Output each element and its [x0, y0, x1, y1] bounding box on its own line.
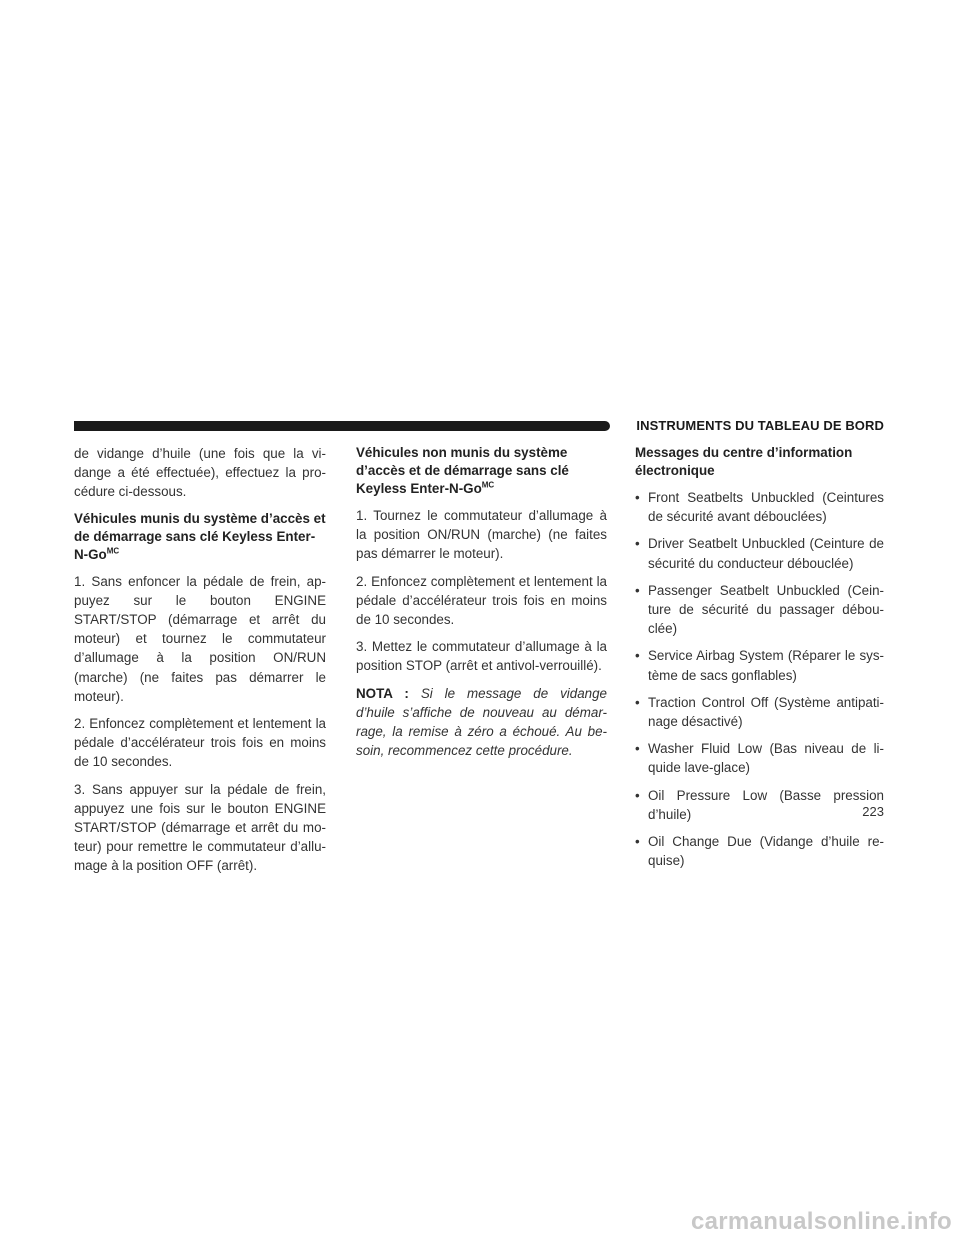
list-item: [635, 739, 884, 777]
step-1: 1. Sans enfoncer la pédale de frein, ap-puyez sur le bouton ENGINE START/STOP (démarrage et arrêt du moteur) et tournez le commutateur d’allumage à la position ON/RUN (marche) (ne faites pas démarrer le moteur).: [74, 573, 326, 704]
note-label: NOTA :: [356, 685, 409, 701]
list-item-text: Washer Fluid Low (Bas niveau de li-quide lave-glace): [648, 741, 884, 776]
list-item: [635, 693, 884, 731]
bullet-icon: •: [635, 648, 640, 664]
step-3: 3. Sans appuyer sur la pédale de frein, appuyez une fois sur le bouton ENGINE START/STOP (démarrage et arrêt du mo-teur) pour remettre le commutateur d’allu-mage à la position OFF (arrêt).: [74, 781, 326, 874]
step-2: 2. Enfoncez complètement et lentement la pédale d’accélérateur trois fois en moins de 10 secondes.: [74, 716, 326, 770]
list-item: [635, 534, 884, 572]
heading-text: Véhicules non munis du système d’accès et de démarrage sans clé Keyless Enter-N-Go: [356, 445, 569, 496]
note-text: Si le message de vidange d’huile s’affiche de nouveau au démar-rage, la remise à zéro a échoué. Au be-soin, recommencez cette procédure.: [356, 685, 607, 759]
bullet-icon: •: [635, 582, 640, 598]
bullet-icon: •: [635, 536, 640, 552]
intro-paragraph: de vidange d’huile (une fois que la vi-dange a été effectuée), effectuez la pro-cédure ci-dessous.: [74, 446, 326, 500]
heading-superscript: MC: [106, 546, 120, 556]
heading-evic-messages: Messages du centre d’information électronique: [635, 445, 853, 478]
heading-text: Véhicules munis du système d’accès et de démarrage sans clé Keyless Enter-N-Go: [74, 510, 326, 562]
step-2: 2. Enfoncez complètement et lentement la pédale d’accélérateur trois fois en moins de 10 secondes.: [356, 573, 607, 628]
heading-keyless-equipped: [74, 510, 326, 564]
bullet-icon: •: [635, 787, 640, 803]
list-item-text: Traction Control Off (Système antipati-nage désactivé): [648, 694, 884, 730]
list-item-text: Driver Seatbelt Unbuckled (Ceinture de sécurité du conducteur débouclée): [648, 536, 884, 571]
bullet-icon: •: [635, 834, 640, 850]
list-item-text: Service Airbag System (Réparer le sys-tème de sacs gonflables): [648, 648, 884, 683]
list-item: [635, 786, 884, 824]
step-3: 3. Mettez le commutateur d’allumage à la position STOP (arrêt et antivol-verrouillé).: [356, 639, 607, 674]
section-title: INSTRUMENTS DU TABLEAU DE BORD: [636, 418, 884, 433]
header-rule-bar: [74, 421, 610, 431]
list-item: [635, 646, 884, 684]
heading-superscript: MC: [481, 480, 495, 490]
list-item-text: Oil Pressure Low (Basse pression d’huile): [648, 787, 884, 822]
list-item-text: Front Seatbelts Unbuckled (Ceintures de sécurité avant débouclées): [648, 490, 884, 525]
message-list: [635, 488, 884, 870]
bullet-icon: •: [635, 741, 640, 757]
column-left: [74, 444, 326, 884]
bullet-icon: •: [635, 694, 640, 710]
list-item-text: Passenger Seatbelt Unbuckled (Cein-ture de sécurité du passager débou-clée): [648, 582, 884, 637]
column-middle: [356, 444, 607, 768]
list-item-text: Oil Change Due (Vidange d’huile re-quise): [648, 834, 884, 869]
column-right: [635, 444, 884, 878]
list-item: [635, 832, 884, 870]
heading-keyless-not-equipped: [356, 444, 607, 498]
step-1: 1. Tournez le commutateur d’allumage à la position ON/RUN (marche) (ne faites pas démarrer le moteur).: [356, 508, 607, 562]
bullet-icon: •: [635, 490, 640, 505]
list-item: [635, 581, 884, 639]
page-number: 223: [862, 804, 884, 819]
note-paragraph: [356, 684, 607, 761]
list-item: [635, 488, 884, 526]
watermark-logo: carmanualsonline.info: [690, 1208, 952, 1235]
